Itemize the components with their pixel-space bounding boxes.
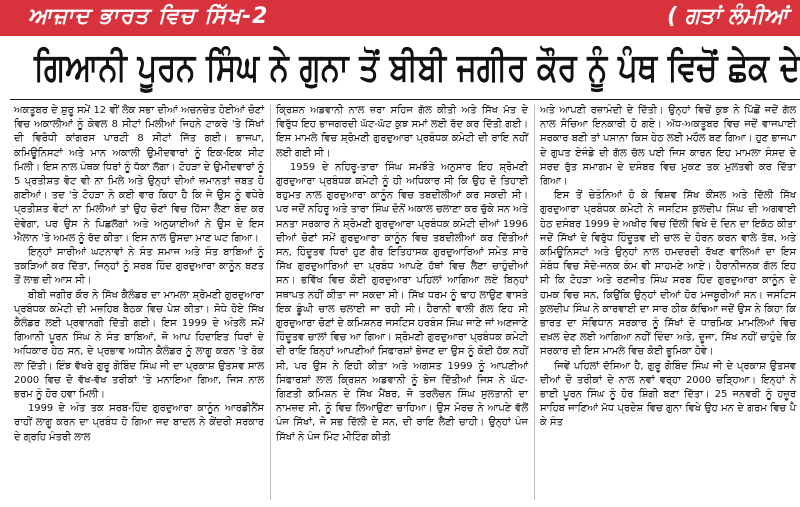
paragraph: 1999 ਦੇ ਅੰਤ ਤਕ ਸਰਬ-ਹਿੰਦ ਗੁਰਦੁਆਰਾ ਕਾਨੂੰਨ ਆਰਡੀਨੈਂਸ ਰਾਹੀਂ ਲਾਗੂ ਕਰਨ ਦਾ ਪ੍ਰਬੰਧ ਹੋ ਗਿਆ ਜਦ ਬਾਦਲ ਨੇ ਕੇਂਦਰੀ ਸਰਕਾਰ ਦੇ ਗ੍ਰਹਿ ਮੰਤਰੀ ਲਾਲ <box>14 403 264 443</box>
column-divider <box>270 104 271 500</box>
series-title: ਆਜ਼ਾਦ ਭਾਰਤ ਵਿਚ ਸਿੱਖ-2 <box>28 4 269 29</box>
column-divider <box>534 104 535 500</box>
headline-rule <box>10 99 800 100</box>
paragraph: ਅਕਤੂਬਰ ਦੇ ਸ਼ੁਰੂ ਸਮੇਂ 12 ਵੀਂ ਲੋਕ ਸਭਾ ਦੀਆਂ ਅਚਨਚੇਤ ਹੋਈਆਂ ਚੋਣਾਂ ਵਿਚ ਅਕਾਲੀਆਂ ਨੂੰ ਕੇਵਲ 8 ਸੀਟਾਂ ਮਿਲੀਆਂ ਜਿਹਨੇ ਟਾਕਰੇ 'ਤੇ ਸਿੱਖਾਂ ਦੀ ਵਿਰੋਧੀ ਕਾਂਗਰਸ ਪਾਰਟੀ 8 ਸੀਟਾਂ ਜਿੱਤ ਗਈ। ਭਾਜਪਾ, ਕਮਿਊਨਿਸਟਾਂ ਅਤੇ ਮਾਨ ਅਕਾਲੀ ਉਮੀਦਵਾਰਾਂ ਨੂੰ ਇਕ-ਇਕ ਸੀਟ ਮਿਲੀ। ਇਸ ਨਾਲ ਪੰਥਕ ਧਿਰਾਂ ਨੂੰ ਧੱਕਾ ਲੱਗਾ। ਟੋਹੜਾ ਦੇ ਉਮੀਦਵਾਰਾਂ ਨੂੰ 5 ਪ੍ਰਤੀਸ਼ਤ ਵੋਟ ਵੀ ਨਾ ਮਿਲੇ ਅਤੇ ਉਨ੍ਹਾਂ ਦੀਆਂ ਜ਼ਮਾਨਤਾਂ ਜ਼ਬਤ ਹੋ ਗਈਆਂ। ਤਦ 'ਤੇ ਟੋਹੜਾ ਨੇ ਕਈ ਵਾਰ ਕਿਹਾ ਹੈ ਕਿ ਜੇ ਉਸ ਨੂੰ ਵਧੇਰੇ ਪ੍ਰਤੀਸ਼ਤ ਵੋਟਾਂ ਨਾ ਮਿਲੀਆਂ ਤਾਂ ਉਹ ਚੋਣਾਂ ਵਿਚ ਹਿੱਸਾ ਲੈਣਾ ਬੰਦ ਕਰ ਦੇਵੇਗਾ, ਪਰ ਉਸ ਨੇ ਪਿਛਲੱਗਾਂ ਅਤੇ ਅਨੁਯਾਈਆਂ ਨੇ ਉਸ ਦੇ ਇਸ ਐਲਾਨ 'ਤੇ ਅਮਲ ਨੂੰ ਰੱਦ ਕੀਤਾ। ਇਸ ਨਾਲ ਉਸਦਾ ਮਾਣ ਘਟ ਗਿਆ। <box>14 105 264 244</box>
paragraph: ਇਨ੍ਹਾਂ ਸਾਰੀਆਂ ਘਟਨਾਵਾਂ ਨੇ ਸੰਤ ਸਮਾਜ ਅਤੇ ਸੰਤ ਬਾਬਿਆਂ ਨੂੰ ਤਕੜਿਆਂ ਕਰ ਦਿੱਤਾ, ਜਿਨ੍ਹਾਂ ਨੂੰ ਸਰਬ ਹਿੰਦ ਗੁਰਦੁਆਰਾ ਕਾਨੂੰਨ ਬਣਤ ਤੋਂ ਲਾਭ ਦੀ ਆਸ ਸੀ। <box>14 247 264 287</box>
paragraph: ਕ੍ਰਿਸ਼ਨ ਅਡਵਾਨੀ ਨਾਲ ਜ਼ਰਾ ਸਹਿਜ ਗੱਲ ਕੀਤੀ ਅਤੇ ਸਿੱਖ ਮੱਤ ਦੇ ਵਿਰੁੱਧ ਇਹ ਭਾਜਗਰਦੀ ਘੱਟ-ਘੱਟ ਕੁਝ ਸਮਾਂ ਲਈ ਰੱਦ ਕਰ ਦਿੱਤੀ ਗਈ। ਇਸ ਮਾਮਲੇ ਵਿਚ ਸ਼੍ਰੋਮਣੀ ਗੁਰਦੁਆਰਾ ਪ੍ਰਬੰਧਕ ਕਮੇਟੀ ਦੀ ਰਾਇ ਨਹੀਂ ਲਈ ਗਈ ਸੀ। <box>276 105 528 159</box>
article-column-1 <box>14 104 264 502</box>
article-column-3 <box>540 104 796 502</box>
series-continued-label: ( ਗਤਾਂ ਲੰਮੀਆਂ <box>667 4 788 29</box>
paragraph: ਬੀਬੀ ਜਗੀਰ ਕੌਰ ਨੇ ਸਿੱਖ ਕੈਲੰਡਰ ਦਾ ਮਾਮਲਾ ਸ਼੍ਰੋਮਣੀ ਗੁਰਦੁਆਰਾ ਪ੍ਰਬੰਧਕ ਕਮੇਟੀ ਦੀ ਮਜ਼ਹਿਬ ਬੈਠਕ ਵਿਚ ਪੇਸ਼ ਕੀਤਾ। ਸੋਧੇ ਹੋਏ ਸਿੱਖ ਕੈਲੰਡਰ ਲਈ ਪ੍ਰਵਾਨਗੀ ਦਿੱਤੀ ਗਈ। ਇਸ 1999 ਦੇ ਅੰਤਲੇ ਸਮੇਂ ਗਿਆਨੀ ਪੂਰਨ ਸਿੰਘ ਨੇ ਸੰਤ ਬਾਬਿਆਂ, ਜੋ ਆਪ ਹਿਦਾਇਤ ਧਿਰਾਂ ਦੇ ਅਧਿਕਾਰ ਹੇਠ ਸਨ, ਦੇ ਪ੍ਰਭਾਵ ਅਧੀਨ ਕੈਲੰਡਰ ਨੂੰ ਲਾਗੂ ਕਰਨ 'ਤੇ ਰੋਕ ਲਾ ਦਿੱਤੀ। ਇੰਝ ਵੱਖਰੇ ਗੁਰੂ ਗੋਬਿੰਦ ਸਿੰਘ ਜੀ ਦਾ ਪ੍ਰਕਾਸ਼ ਉਤਸਵ ਸਾਲ 2000 ਵਿਚ ਦੋ ਵੱਖ-ਵੱਖ ਤਰੀਕਾਂ 'ਤੇ ਮਨਾਇਆ ਗਿਆ, ਜਿਸ ਨਾਲ ਭਰਮ ਨੂੰ ਹੋਰ ਹਵਾ ਮਿਲੀ। <box>14 289 264 401</box>
article-column-2 <box>276 104 528 502</box>
paragraph: ਜਿਵੇਂ ਪਹਿਲਾਂ ਦੱਸਿਆ ਹੈ, ਗੁਰੂ ਗੋਬਿੰਦ ਸਿੰਘ ਜੀ ਦੇ ਪ੍ਰਕਾਸ਼ ਉਤਸਵ ਦੀਆਂ ਦੋ ਤਰੀਕਾਂ ਦੇ ਨਾਲ ਨਵਾਂ ਵਰ੍ਹਾ 2000 ਚੜ੍ਹਿਆ। ਇਨ੍ਹਾਂ ਨੇ ਭਾਈ ਪੂਰਨ ਸਿੰਘ ਨੂੰ ਹੋਰ ਸ਼ਿੰਗੀ ਬਣਾ ਦਿੱਤਾ। 25 ਜਨਵਰੀ ਨੂੰ ਹਜ਼ੂਰ ਸਾਹਿਬ ਜਾਣਿਆਂ ਮੱਧ ਪ੍ਰਦੇਸ਼ ਵਿਚ ਗੁਨਾ ਵਿਖੇ ਉਹ ਮਨ ਦੇ ਗਰਮ ਵਿਚ ਪੈ ਕੇ ਸੰਤ <box>540 360 796 429</box>
paragraph: ਇਸ ਤੋਂ ਚੇਤੰਨਿਆਂ ਹੋ ਕੇ ਵਿਸ਼ਵ ਸਿੱਖ ਕੌਂਸਲ ਅਤੇ ਦਿੱਲੀ ਸਿੱਖ ਗੁਰਦੁਆਰਾ ਪ੍ਰਬੰਧਕ ਕਮੇਟੀ ਨੇ ਜਸਟਿਸ ਕੁਲਦੀਪ ਸਿੰਘ ਦੀ ਅਗਵਾਈ ਹੇਠ ਦਸੰਬਰ 1999 ਦੇ ਅਖੀਰ ਵਿਚ ਦਿੱਲੀ ਵਿਖੇ ਦੋ ਦਿਨ ਦਾ ਇਕੱਠ ਕੀਤਾ ਜਦੋਂ ਸਿੱਖਾਂ ਦੇ ਵਿਰੁੱਧ ਹਿੰਦੂਤਵ ਦੀ ਚਾਲ ਦੇ ਹੋਰਨ ਕਰਨ ਵਾਲੇ ਤੱਥ, ਅਤੇ ਕਮਿਊਨਿਸਟਾਂ ਅਤੇ ਉਨ੍ਹਾਂ ਨਾਲ ਹਮਦਰਦੀ ਰੱਖਣ ਵਾਲਿਆਂ ਦਾ ਇਸ ਸੰਬੰਧ ਵਿਚ ਸੋਦੇ-ਜਨਕ ਕੰਮ ਵੀ ਸਾਹਮਣੇ ਆਏ। ਹੈਰਾਨੀਜਨਕ ਗੱਲ ਇਹ ਸੀ ਕਿ ਟੋਹੜਾ ਅਤੇ ਰਣਜੀਤ ਸਿੰਘ ਸਰਬ ਹਿੰਦ ਗੁਰਦੁਆਰਾ ਕਾਨੂੰਨ ਦੇ ਹਮਕ ਵਿਚ ਸਨ, ਕਿਉਂਕਿ ਉਨ੍ਹਾਂ ਦੀਆਂ ਹੋਰ ਮਜਬੂਰੀਆਂ ਸਨ। ਜਸਟਿਸ ਕੁਲਦੀਪ ਸਿੰਘ ਨੇ ਕਾਰਵਾਈ ਦਾ ਸਾਰ ਠੀਕ ਕੱਢਿਆ ਜਦੋਂ ਉਸ ਨੇ ਕਿਹਾ ਕਿ ਭਾਰਤ ਦਾ ਸੰਵਿਧਾਨ ਸਰਕਾਰ ਨੂੰ ਸਿੱਖਾਂ ਦੇ ਧਾਰਮਿਕ ਮਾਮਲਿਆਂ ਵਿਚ ਦਖ਼ਲ ਦੇਣ ਲਈ ਆਗਿਆ ਨਹੀਂ ਦਿੰਦਾ ਅਤੇ, ਦੂਜਾ, ਸਿੱਖ ਨਹੀਂ ਚਾਹੁੰਦੇ ਕਿ ਸਰਕਾਰ ਦੀ ਇਸ ਮਾਮਲੇ ਵਿਚ ਕੋਈ ਭੂਮਿਕਾ ਹੋਵੇ। <box>540 190 796 358</box>
paragraph: ਅਤੇ ਆਪਣੀ ਰਜ਼ਾਮੰਦੀ ਦੇ ਦਿੱਤੀ। ਉਨ੍ਹਾਂ ਵਿਚੋਂ ਕੁਝ ਨੇ ਪਿੱਛੋਂ ਜਦੋਂ ਗੱਲ ਨਾਲ ਸੋਚਿਆ ਇਨਕਾਰੀ ਹੋ ਗਏ। ਅੱਧ-ਅਕਤੂਬਰ ਵਿਚ ਜਦੋਂ ਵਾਜਪਾਈ ਸਰਕਾਰ ਬਣੀ ਤਾਂ ਪਸਾਨਾ ਕਿਸ ਹੇਠ ਲਈ ਮਹੌਲ ਬਣ ਗਿਆ। ਹੁਣ ਭਾਜਪਾ ਦੇ ਗੁਪਤ ਏਜੰਡੇ ਦੀ ਗੱਲ ਚੱਲ ਪਈ ਜਿਸ ਕਾਰਨ ਇਹ ਮਾਮਲਾ ਸੰਸਦ ਦੇ ਸਰਦ ਰੁੱਤ ਸਮਾਗਮ ਦੇ ਦਸੰਬਰ ਵਿਚ ਮੁਕਣ ਤਕ ਮੁਲਤਵੀ ਕਰ ਦਿੱਤਾ ਗਿਆ। <box>540 105 796 188</box>
paragraph: 1959 ਦੇ ਨਹਿਰੂ-ਤਾਰਾ ਸਿੰਘ ਸਮਝੌਤੇ ਅਨੁਸਾਰ ਇਹ ਸ਼੍ਰੋਮਣੀ ਗੁਰਦੁਆਰਾ ਪ੍ਰਬੰਧਕ ਕਮੇਟੀ ਨੂੰ ਹੀ ਅਧਿਕਾਰ ਸੀ ਕਿ ਉਹ ਦੋ ਤਿਹਾਈ ਬਹੁਮਤ ਨਾਲ ਗੁਰਦੁਆਰਾ ਕਾਨੂੰਨ ਵਿਚ ਤਬਦੀਲੀਆਂ ਕਰ ਸਕਦੀ ਸੀ। ਪਰ ਜਦੋਂ ਨਹਿਰੂ ਅਤੇ ਤਾਰਾ ਸਿੰਘ ਦੋਨੋਂ ਅਕਾਲ ਚਲਾਣਾ ਕਰ ਚੁੱਕੇ ਸਨ ਅਤੇ ਸਨਤਾ ਸਰਕਾਰ ਨੇ ਸ਼੍ਰੋਮਣੀ ਗੁਰਦੁਆਰਾ ਪ੍ਰਬੰਧਕ ਕਮੇਟੀ ਦੀਆਂ 1996 ਦੀਆਂ ਚੋਣਾਂ ਸਮੇਂ ਗੁਰਦੁਆਰਾ ਕਾਨੂੰਨ ਵਿਚ ਤਬਦੀਲੀਆਂ ਕਰ ਦਿੱਤੀਆਂ ਸਨ, ਹਿੰਦੂਤਵ ਧਿਰਾਂ ਹੁਣ ਗੈਰ ਇਤਿਹਾਸਕ ਗੁਰਦੁਆਰਿਆਂ ਸਮੇਤ ਸਾਰੇ ਸਿੱਖ ਗੁਰਦੁਆਰਿਆਂ ਦਾ ਪ੍ਰਬੰਧ ਆਪਣੇ ਹੱਥਾਂ ਵਿਚ ਲੈਣਾ ਚਾਹੁੰਦੀਆਂ ਸਨ। ਭਵਿੱਖ ਵਿਚ ਕੋਈ ਗੁਰਦੁਆਰਾ ਪਹਿਲਾਂ ਆਗਿਆ ਲਏ ਬਿਨ੍ਹਾਂ ਸਥਾਪਤ ਨਹੀਂ ਕੀਤਾ ਜਾ ਸਕਦਾ ਸੀ। ਸਿੱਖ ਧਰਮ ਨੂੰ ਢਾਹ ਲਾਉਣ ਵਾਸਤੇ ਇਕ ਡੂੰਘੀ ਚਾਲ ਚਲਾਈ ਜਾ ਰਹੀ ਸੀ। ਹੈਰਾਨੀ ਵਾਲੀ ਗੱਲ ਇਹ ਸੀ ਗੁਰਦੁਆਰਾ ਚੋਣਾਂ ਦੇ ਕਮਿਸ਼ਨਰ ਜਸਟਿਸ ਹਰਬੰਸ ਸਿੰਘ ਜਾਣੇ ਜਾਂ ਅਣਜਾਣੇ ਹਿੰਦੂਤਵ ਚਾਲਾਂ ਵਿਚ ਆ ਗਿਆ। ਸ਼੍ਰੋਮਣੀ ਗੁਰਦੁਆਰਾ ਪ੍ਰਬੰਧਕ ਕਮੇਟੀ ਦੀ ਰਾਇ ਬਿਨ੍ਹਾਂ ਆਪਣੀਆਂ ਸਿਫਾਰਸ਼ਾਂ ਭੇਜਣ ਦਾ ਉਸ ਨੂੰ ਕੋਈ ਹੱਕ ਨਹੀਂ ਸੀ, ਪਰ ਉਸ ਨੇ ਇਹੀ ਕੀਤਾ ਅਤੇ ਅਗਸਤ 1999 ਨੂੰ ਆਪਣੀਆਂ ਸਿਫਾਰਸ਼ਾਂ ਲਾਲ ਕ੍ਰਿਸ਼ਨ ਅਡਵਾਨੀ ਨੂੰ ਭੇਜ ਦਿੱਤੀਆਂ ਜਿਸ ਨੇ ਘੱਟ-ਗਿਣਤੀ ਕਮਿਸ਼ਨ ਦੇ ਸਿੱਖ ਮੈਂਬਰ, ਜੋ ਤਰਲੋਚਨ ਸਿੰਘ ਸੁਲਤਾਨੀ ਦਾ ਨਾਮਜ਼ਦ ਸੀ, ਨੂੰ ਵਿਚ ਲਿਆਉਣਾ ਚਾਹਿਆ। ਉਸ ਮੋਰਚ ਨੇ ਆਪਣੇ ਵੱਲੋਂ ਪੰਜ ਸਿੱਖਾਂ, ਜੋ ਸਭ ਦਿੱਲੀ ਦੇ ਸਨ, ਦੀ ਰਾਇ ਲੈਣੀ ਚਾਹੀ। ਉਨ੍ਹਾਂ ਪੰਜ ਸਿੱਖਾਂ ਨੇ ਪੰਜ ਮਿੰਟ ਮੀਟਿੰਗ ਕੀਤੀ <box>276 161 528 443</box>
headline: ਗਿਆਨੀ ਪੂਰਨ ਸਿੰਘ ਨੇ ਗੁਨਾ ਤੋਂ ਬੀਬੀ ਜਗੀਰ ਕੌਰ ਨੂੰ ਪੰਥ ਵਿਚੋਂ ਛੇਕ ਦੇ <box>34 45 800 89</box>
series-banner <box>0 0 800 36</box>
